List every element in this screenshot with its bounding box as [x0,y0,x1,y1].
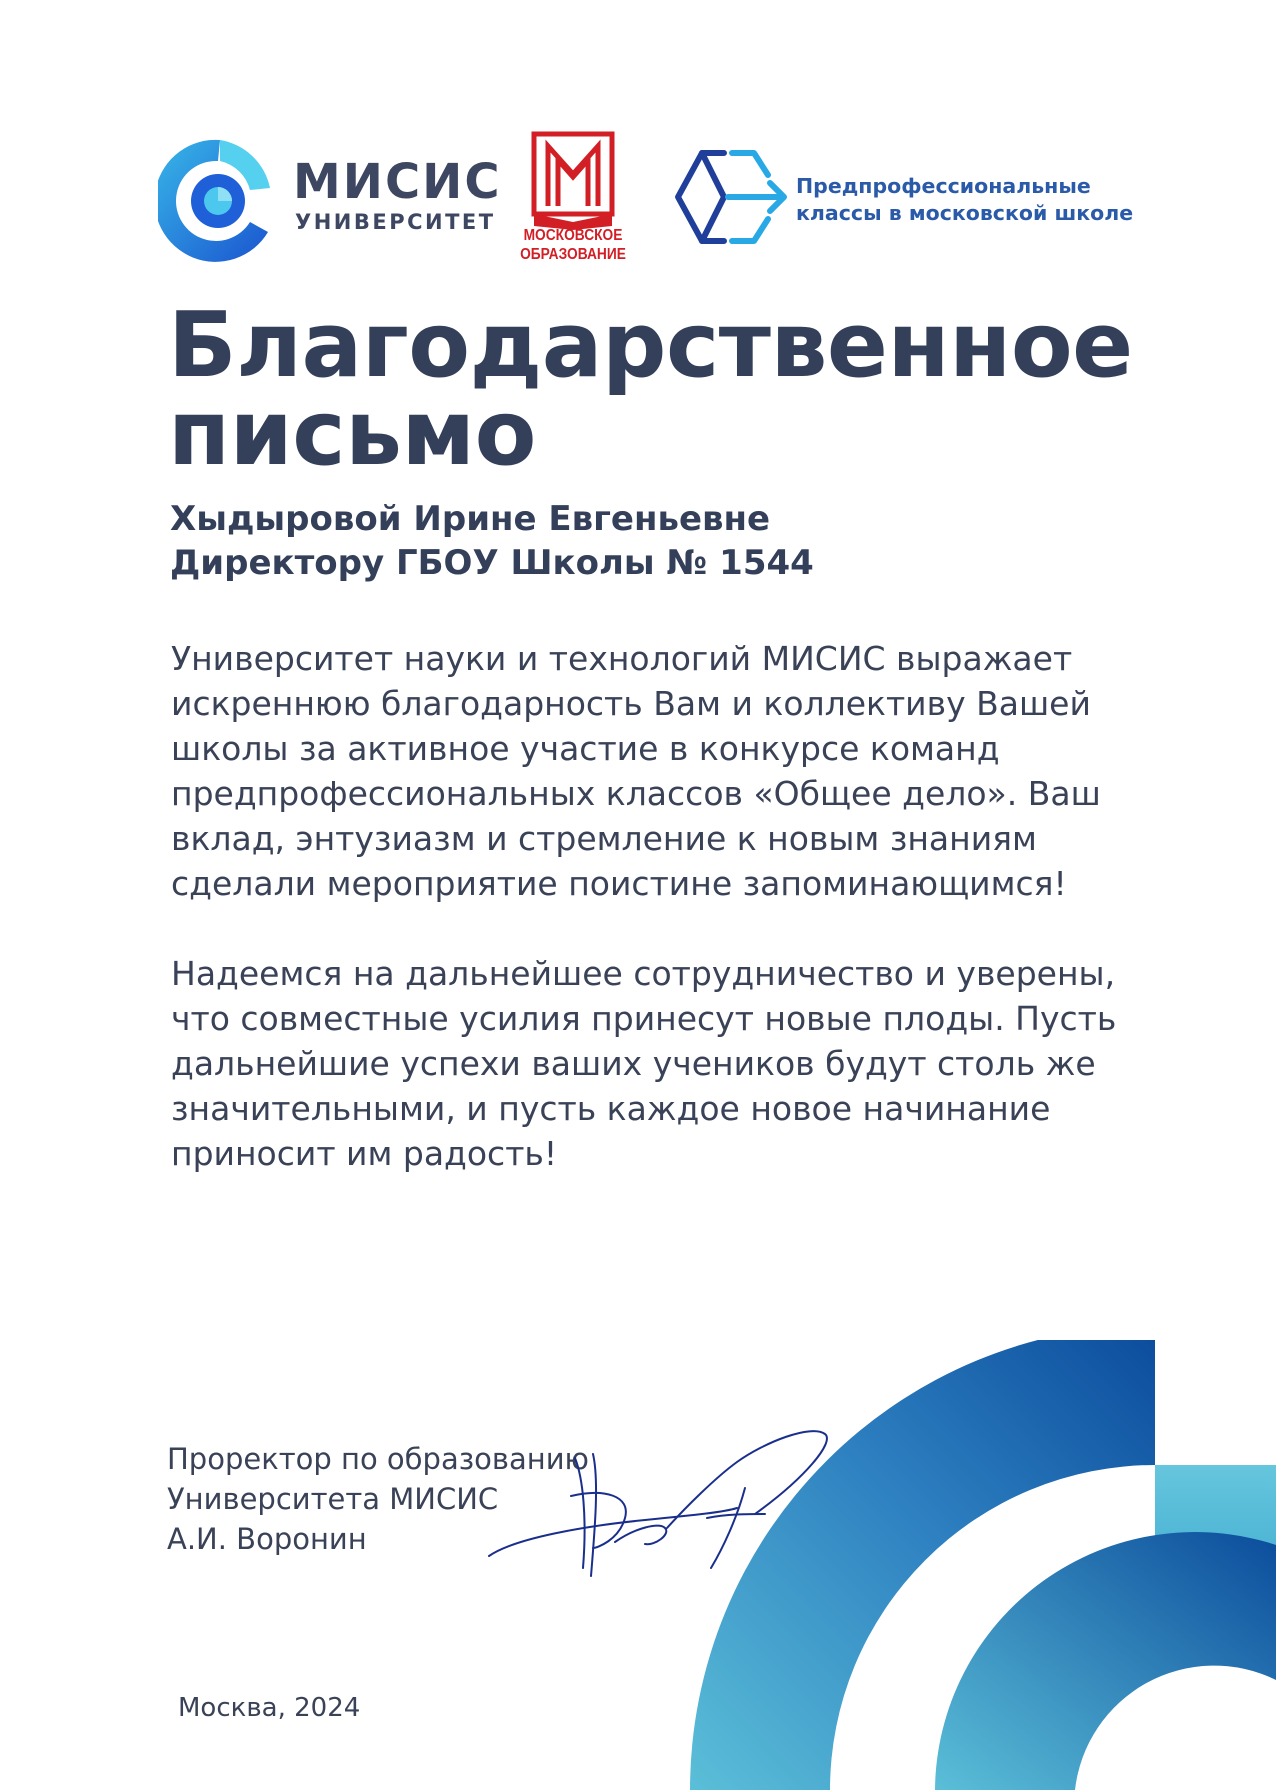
recipient-name: Хыдыровой Ирине Евгеньевне [170,499,771,539]
misis-logo-icon [158,136,273,266]
title-line1: Благодарственное [168,293,1133,398]
decorative-arc-graphic-icon [690,1340,1276,1790]
letter-body [171,636,1121,1176]
misis-logo-subtitle: УНИВЕРСИТЕТ [295,210,496,234]
signer-title: Проректор по образованию [167,1442,589,1476]
moscow-education-logo-line1: МОСКОВСКОЕ [523,227,623,244]
misis-logo-name: МИСИС [293,154,502,210]
preprofessional-classes-logo-line1: Предпрофессиональные [796,174,1091,198]
moscow-education-logo-line2: ОБРАЗОВАНИЕ [520,246,626,263]
page-title [168,293,1133,486]
recipient-position: Директору ГБОУ Школы № 1544 [170,543,814,583]
moscow-education-logo-text [518,226,628,264]
signer-name: А.И. Воронин [167,1522,367,1556]
recipient-block [170,497,814,585]
body-paragraph-1: Университет науки и технологий МИСИС выражает искреннюю благодарность Вам и коллективу Вашей школы за активное участие в конкурсе команд предпрофессиональных классов «Общее дело». Ваш вклад, энтузиазм и стремление к новым знаниям сделали мероприятие поистине запоминающимся! [171,639,1101,903]
place-date: Москва, 2024 [178,1693,361,1723]
moscow-education-logo-icon [528,130,618,230]
preprofessional-classes-logo-text [796,173,1133,227]
preprofessional-classes-logo-icon [672,145,790,250]
body-paragraph-2: Надеемся на дальнейшее сотрудничество и уверены, что совместные усилия принесут новые плоды. Пусть дальнейшие успехи ваших учеников будут столь же значительными, и пусть каждое новое начинание приносит им радость! [171,954,1117,1173]
signer-organization: Университета МИСИС [167,1482,499,1516]
preprofessional-classes-logo-line2: классы в московской школе [796,201,1134,225]
title-line2: письмо [168,381,536,486]
